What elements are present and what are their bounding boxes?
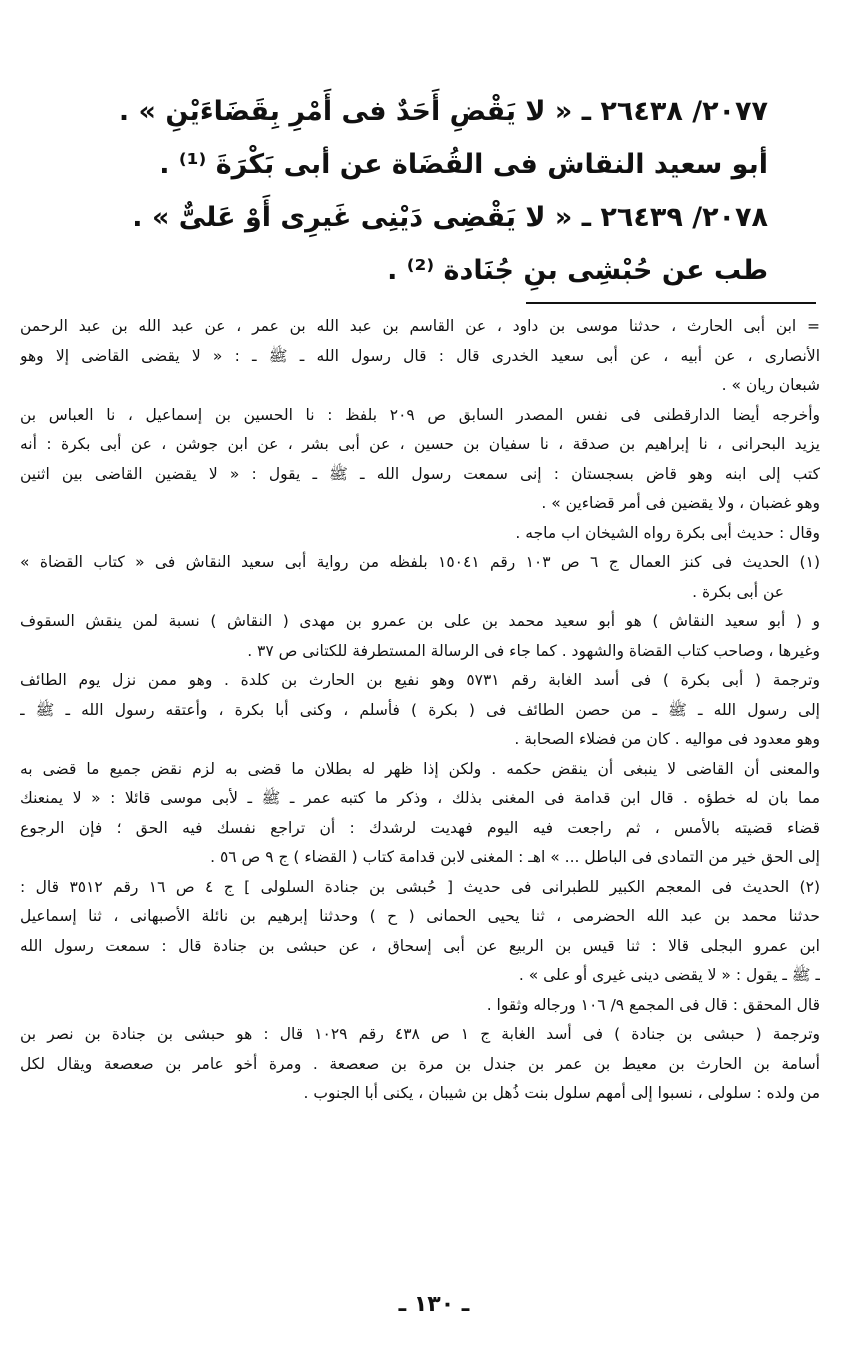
footnote-line: أسامة بن الحارث بن معيط بن عمر بن جندل بن مرة بن صعصعة . ومرة أخو عامر بن صعصعة ويقال لكل (20, 1054, 820, 1073)
footnote-line: قال المحقق : قال فى المجمع ٩/ ١٠٦ ورجاله وثقوا . (486, 995, 820, 1014)
footnote-line: وقال : حديث أبى بكرة رواه الشيخان اب ماجه . (515, 523, 820, 542)
footnote-line: يزيد البحرانى ، نا إبراهيم بن صدقة ، نا سفيان بن حسين ، عن أبى بشر ، عن ابن جوشن ، عن أبى بكرة : أنه (20, 435, 820, 453)
hadith-source-2078: طب عن حُبْشِى بنِ جُنَادة ⁽²⁾ . (387, 255, 768, 286)
footnote-line: شبعان ريان » . (721, 376, 820, 394)
hadith-entries (68, 85, 768, 297)
footnotes (20, 312, 820, 1109)
footnote-line: وترجمة ( حبشى بن جنادة ) فى أسد الغابة ج ١ ص ٤٣٨ رقم ١٠٢٩ قال : هو حبشى بن جنادة بن نصر بن (20, 1025, 820, 1043)
footnote-line: إلى الحق خير من التمادى فى الباطل ... » اهـ : المغنى لابن قدامة كتاب ( القضاء ) ج ٩ ص ٥٦ . (210, 848, 820, 866)
hadith-entry-2077: ٢٠٧٧/ ٢٦٤٣٨ ـ « لا يَقْضِ أَحَدٌ فى أَمْرِ بِقَضَاءَيْنِ » . (118, 96, 768, 127)
footnote-line: وغيرها ، وصاحب كتاب القضاة والشهود . كما جاء فى الرسالة المستطرفة للكتانى ص ٣٧ . (247, 641, 820, 660)
page-number: ـ ١٣٠ ـ (398, 1292, 470, 1317)
footnote-line: حدثنا محمد بن عبد الله الحضرمى ، ثنا يحيى الحمانى ( ح ) وحدثنا إبرهيم بن نائلة الأصبهانى ، ثنا إسماعيل (20, 907, 820, 925)
footnote-rule (526, 302, 816, 304)
footnote-line: وهو معدود فى مواليه . كان من فضلاء الصحابة . (514, 730, 820, 748)
footnote-line: ابن عمرو البجلى قالا : ثنا قيس بن الربيع عن أبى إسحاق ، عن حبشى بن جنادة قال : سمعت رسول الله (20, 936, 820, 955)
footnote-line: و ( أبو سعيد النقاش ) هو أبو سعيد محمد بن على بن عمرو بن مهدى ( النقاش ) نسبة لمن ينقش السقوف (20, 612, 820, 630)
footnote-line: قضاء قضيته بالأمس ، ثم راجعت فيه اليوم فهديت لرشدك : أن تراجع نفسك فيه الحق ؛ فإن الرجوع (20, 818, 820, 837)
footnote-line: مما بان له خطؤه . قال ابن قدامة فى المغنى بذلك ، وذكر ما كتبه عمر ـ ﷺ ـ لأبى موسى قائلا : « لا يمنعنك (20, 789, 820, 807)
footnote-line: وأخرجه أيضا الدارقطنى فى نفس المصدر السابق ص ٢٠٩ بلفظ : نا الحسين بن إسماعيل ، نا العباس بن (20, 405, 820, 424)
footnote-line: = ابن أبى الحارث ، حدثنا موسى بن داود ، عن القاسم بن عبد الله بن عمر ، عن عبد الله بن عبد الرحمن (20, 317, 820, 335)
footnote-divider (0, 302, 868, 304)
footnote-line: من ولده : سلولى ، نسبوا إلى أمهم سلول بنت ذُهل بن شيبان ، يكنى أبا الجنوب . (303, 1084, 820, 1102)
footnote-line: عن أبى بكرة . (692, 582, 784, 601)
footnote-line: الأنصارى ، عن أبيه ، عن أبى سعيد الخدرى قال : قال رسول الله ـ ﷺ ـ : « لا يقضى القاضى إلا وهو (20, 346, 820, 365)
footnote-line: وترجمة ( أبى بكرة ) فى أسد الغابة رقم ٥٧٣١ وهو نفيع بن الحارث بن كلدة . وهو ممن نزل يوم الطائف (20, 671, 820, 689)
footnote-line: وهو غضبان ، ولا يقضين فى أمر قضاءين » . (541, 494, 820, 512)
footnote-2-line: (٢) الحديث فى المعجم الكبير للطبرانى فى حديث [ حُبشى بن جنادة السلولى ] ج ٤ ص ١٦ رقم ٣٥١٢ قال : (20, 877, 820, 896)
footnote-line: كتب إلى ابنه وهو قاض بسجستان : إنى سمعت رسول الله ـ ﷺ ـ يقول : « لا يقضين القاضى بين اثنين (20, 464, 820, 483)
footnote-line: إلى رسول الله ـ ﷺ ـ من حصن الطائف فى ( بكرة ) فأسلم ، وكنى أبا بكرة ، وأعتقه رسول الله ـ ﷺ ـ (20, 700, 820, 719)
hadith-entry-2078: ٢٠٧٨/ ٢٦٤٣٩ ـ « لا يَقْضِى دَيْنِى غَيرِى أَوْ عَلىٌّ » . (132, 202, 768, 233)
hadith-source-2077: أبو سعيد النقاش فى القُضَاة عن أبى بَكْرَةَ ⁽¹⁾ . (159, 149, 768, 180)
footnote-1-line: (١) الحديث فى كنز العمال ج ٦ ص ١٠٣ رقم ١٥٠٤١ بلفظه من رواية أبى سعيد النقاش فى « كتاب القضاة » (20, 553, 820, 571)
footnote-line: ـ ﷺ ـ يقول : « لا يقضى دينى غيرى أو على » . (518, 966, 820, 984)
footnote-line: والمعنى أن القاضى لا ينبغى أن ينقض حكمه . ولكن إذا ظهر له بطلان ما قضى به لزم نقض جميع ما قضى به (20, 759, 820, 778)
